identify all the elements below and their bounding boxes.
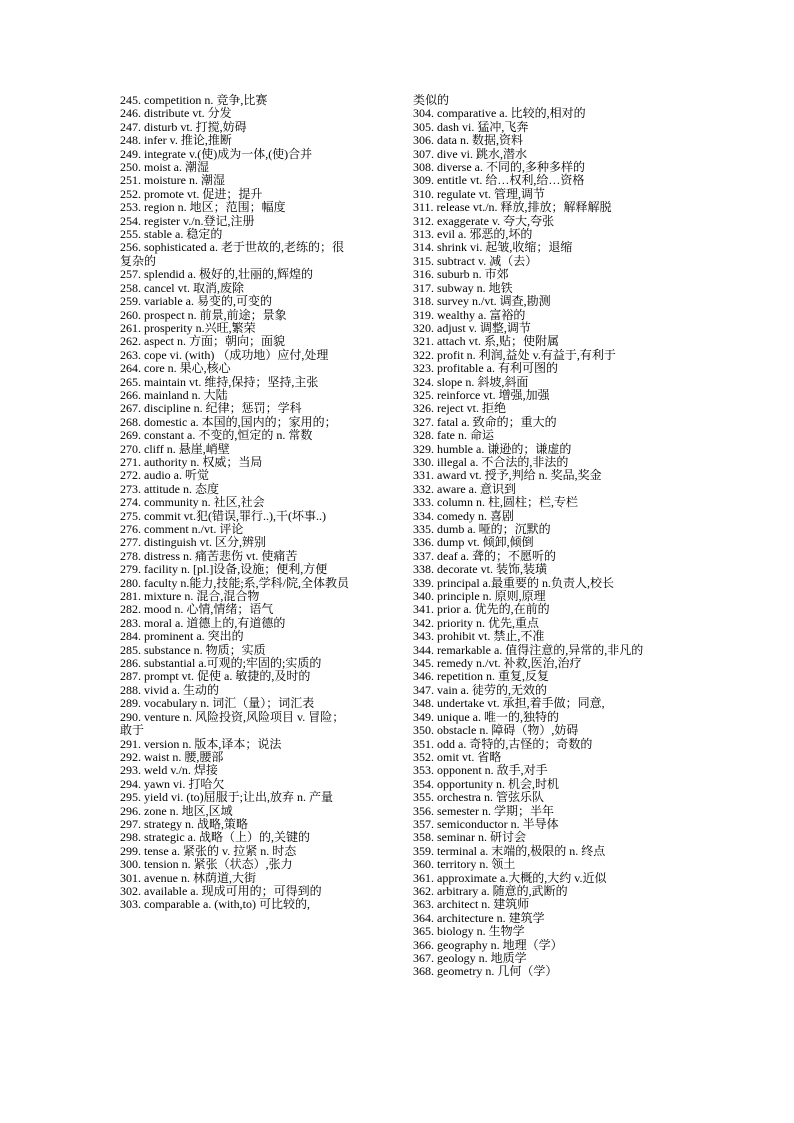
vocab-entry: 273. attitude n. 态度 — [120, 481, 219, 496]
vocab-entry: 279. facility n. [pl.]设备,设施；便利,方便 — [120, 562, 328, 577]
vocab-entry: 287. prompt vt. 促使 a. 敏捷的,及时的 — [120, 669, 311, 684]
vocab-entry: 348. undertake vt. 承担,着手做；同意, — [413, 696, 605, 711]
vocab-entry: 284. prominent a. 突出的 — [120, 629, 244, 644]
vocab-entry: 355. orchestra n. 管弦乐队 — [413, 790, 544, 805]
vocab-entry: 360. territory n. 领土 — [413, 857, 516, 872]
vocab-entry: 340. principle n. 原则,原理 — [413, 589, 546, 604]
vocab-entry: 332. aware a. 意识到 — [413, 481, 516, 496]
vocab-entry: 275. commit vt.犯(错误,罪行..),干(坏事..) — [120, 508, 326, 523]
vocab-entry: 300. tension n. 紧张（状态）,张力 — [120, 857, 293, 872]
vocab-entry: 350. obstacle n. 障碍（物）,妨碍 — [413, 723, 579, 738]
vocab-entry: 338. decorate vt. 装饰,装璜 — [413, 562, 547, 577]
vocab-entry: 317. subway n. 地铁 — [413, 280, 513, 295]
vocab-entry: 262. aspect n. 方面；朝向；面貌 — [120, 334, 285, 349]
vocab-entry: 331. award vt. 授予,判给 n. 奖品,奖金 — [413, 468, 602, 483]
vocab-entry: 326. reject vt. 拒绝 — [413, 401, 506, 416]
vocab-entry: 297. strategy n. 战略,策略 — [120, 816, 248, 831]
vocab-entry: 359. terminal a. 末端的,极限的 n. 终点 — [413, 843, 606, 858]
vocab-entry: 335. dumb a. 哑的；沉默的 — [413, 522, 551, 536]
vocab-entry: 257. splendid a. 极好的,壮丽的,辉煌的 — [120, 267, 313, 282]
vocab-entry: 263. cope vi. (with) （成功地）应付,处理 — [120, 347, 329, 362]
vocab-entry: 308. diverse a. 不同的,多种多样的 — [413, 160, 585, 175]
vocab-entry: 356. semester n. 学期；半年 — [413, 803, 554, 818]
vocab-entry: 299. tense a. 紧张的 v. 拉紧 n. 时态 — [120, 843, 297, 858]
vocab-entry: 346. repetition n. 重复,反复 — [413, 669, 549, 684]
vocab-entry: 347. vain a. 徒劳的,无效的 — [413, 682, 547, 697]
vocab-entry: 253. region n. 地区；范围；幅度 — [120, 200, 286, 215]
vocab-entry: 291. version n. 版本,译本；说法 — [120, 736, 282, 751]
vocab-entry: 295. yield vi. (to)屈服于;让出,放弃 n. 产量 — [120, 790, 333, 805]
vocab-entry: 333. column n. 柱,圆柱；栏,专栏 — [413, 495, 578, 510]
vocab-entry: 301. avenue n. 林荫道,大街 — [120, 870, 256, 885]
vocab-entry: 318. survey n./vt. 调查,勘测 — [413, 294, 551, 309]
vocab-entry: 282. mood n. 心情,情绪；语气 — [120, 602, 274, 617]
vocab-entry: 254. register v./n.登记,注册 — [120, 213, 255, 228]
vocab-entry: 324. slope n. 斜坡,斜面 — [413, 374, 529, 389]
vocab-entry: 248. infer v. 推论,推断 — [120, 133, 232, 148]
vocab-entry: 293. weld v./n. 焊接 — [120, 763, 218, 778]
vocab-entry: 277. distinguish vt. 区分,辨别 — [120, 535, 267, 550]
vocab-entry: 323. profitable a. 有利可图的 — [413, 361, 558, 376]
vocab-entry: 259. variable a. 易变的,可变的 — [120, 294, 272, 309]
vocab-entry: 309. entitle vt. 给…权利,给…资格 — [413, 173, 585, 188]
vocab-entry: 304. comparative a. 比较的,相对的 — [413, 106, 586, 121]
vocab-entry: 362. arbitrary a. 随意的,武断的 — [413, 883, 568, 898]
vocab-entry: 258. cancel vt. 取消,废除 — [120, 280, 244, 295]
vocab-entry: 343. prohibit vt. 禁止,不准 — [413, 629, 545, 644]
vocab-entry: 358. seminar n. 研讨会 — [413, 830, 526, 845]
vocab-entry: 325. reinforce vt. 增强,加强 — [413, 387, 550, 402]
left-column — [120, 94, 352, 912]
vocab-entry: 361. approximate a.大概的,大约 v.近似 — [413, 870, 607, 885]
vocab-entry: 294. yawn vi. 打哈欠 — [120, 776, 225, 791]
vocab-entry: 364. architecture n. 建筑学 — [413, 910, 545, 925]
vocab-entry: 278. distress n. 痛苦悲伤 vt. 使痛苦 — [120, 548, 298, 563]
vocab-entry: 285. substance n. 物质；实质 — [120, 642, 266, 657]
vocab-entry: 283. moral a. 道德上的,有道德的 — [120, 615, 286, 630]
vocab-entry: 322. profit n. 利润,益处 v.有益于,有利于 — [413, 347, 616, 362]
vocab-entry: 349. unique a. 唯一的,独特的 — [413, 709, 559, 724]
vocab-entry: 281. mixture n. 混合,混合物 — [120, 589, 260, 604]
vocab-entry: 344. remarkable a. 值得注意的,异常的,非凡的 — [413, 642, 644, 657]
vocab-entry: 357. semiconductor n. 半导体 — [413, 816, 559, 831]
vocab-entry: 302. available a. 现成可用的；可得到的 — [120, 883, 322, 898]
vocab-entry: 366. geography n. 地理（学） — [413, 937, 563, 952]
vocab-entry: 268. domestic a. 本国的,国内的；家用的； — [120, 414, 337, 429]
vocab-entry: 339. principal a.最重要的 n.负责人,校长 — [413, 575, 614, 590]
vocab-entry: 255. stable a. 稳定的 — [120, 227, 223, 242]
vocab-entry: 274. community n. 社区,社会 — [120, 495, 265, 510]
vocab-entry: 345. remedy n./vt. 补救,医治,治疗 — [413, 656, 582, 671]
vocab-entry: 267. discipline n. 纪律；惩罚；学科 — [120, 401, 302, 416]
vocab-entry: 330. illegal a. 不合法的,非法的 — [413, 454, 569, 469]
vocab-entry: 337. deaf a. 聋的；不愿听的 — [413, 548, 556, 563]
vocab-entry: 288. vivid a. 生动的 — [120, 682, 219, 697]
vocab-entry: 286. substantial a.可观的;牢固的;实质的 — [120, 656, 322, 671]
vocab-entry: 320. adjust v. 调整,调节 — [413, 320, 531, 335]
vocab-entry: 261. prosperity n.兴旺,繁荣 — [120, 320, 256, 335]
vocab-entry: 353. opponent n. 敌手,对手 — [413, 763, 548, 778]
vocab-entry: 305. dash vi. 猛冲,飞奔 — [413, 119, 529, 134]
vocab-entry: 246. distribute vt. 分发 — [120, 106, 232, 121]
vocab-entry: 351. odd a. 奇特的,古怪的；奇数的 — [413, 736, 593, 751]
vocab-entry: 类似的 — [413, 93, 450, 107]
vocab-entry: 272. audio a. 听觉 — [120, 468, 209, 483]
vocab-entry: 265. maintain vt. 维持,保持；坚持,主张 — [120, 374, 319, 389]
vocab-entry: 289. vocabulary n. 词汇（量）；词汇表 — [120, 696, 315, 711]
vocab-entry: 365. biology n. 生物学 — [413, 924, 525, 939]
vocab-entry: 280. faculty n.能力,技能;系,学科/院,全体教员 — [120, 575, 349, 590]
vocab-entry: 310. regulate vt. 管理,调节 — [413, 186, 545, 201]
vocab-entry: 276. comment n./vt. 评论 — [120, 522, 244, 536]
vocab-entry: 363. architect n. 建筑师 — [413, 897, 530, 912]
vocab-entry: 311. release vt./n. 释放,排放；解释解脱 — [413, 200, 612, 215]
vocab-entry: 329. humble a. 谦逊的；谦虚的 — [413, 441, 572, 456]
vocab-entry: 266. mainland n. 大陆 — [120, 387, 228, 402]
vocab-entry: 314. shrink vi. 起皱,收缩；退缩 — [413, 240, 573, 255]
vocab-entry: 247. disturb vt. 打搅,妨碍 — [120, 119, 247, 134]
vocab-entry: 270. cliff n. 悬崖,峭壁 — [120, 441, 230, 456]
vocab-entry: 256. sophisticated a. 老于世故的,老练的；很复杂的 — [120, 240, 344, 268]
vocab-entry: 315. subtract v. 减（去） — [413, 253, 538, 268]
vocab-entry: 334. comedy n. 喜剧 — [413, 508, 514, 523]
vocab-entry: 352. omit vt. 省略 — [413, 749, 502, 764]
vocab-entry: 342. priority n. 优先,重点 — [413, 615, 539, 630]
vocab-entry: 260. prospect n. 前景,前途；景象 — [120, 307, 287, 322]
vocab-entry: 251. moisture n. 潮湿 — [120, 173, 225, 188]
vocab-entry: 292. waist n. 腰,腰部 — [120, 749, 224, 764]
vocab-entry: 249. integrate v.(使)成为一体,(使)合并 — [120, 146, 313, 161]
vocab-entry: 296. zone n. 地区,区域 — [120, 803, 233, 818]
vocab-entry: 307. dive vi. 跳水,潜水 — [413, 146, 527, 161]
vocab-entry: 312. exaggerate v. 夸大,夸张 — [413, 213, 555, 228]
vocab-entry: 327. fatal a. 致命的；重大的 — [413, 414, 557, 429]
vocab-entry: 319. wealthy a. 富裕的 — [413, 307, 526, 322]
vocab-entry: 316. suburb n. 市郊 — [413, 267, 509, 282]
vocab-entry: 290. venture n. 风险投资,风险项目 v. 冒险；敢于 — [120, 709, 345, 738]
right-column — [413, 94, 675, 979]
vocab-entry: 354. opportunity n. 机会,时机 — [413, 776, 559, 791]
vocab-entry: 269. constant a. 不变的,恒定的 n. 常数 — [120, 428, 313, 443]
vocab-entry: 328. fate n. 命运 — [413, 428, 494, 443]
vocab-entry: 321. attach vt. 系,贴；使附属 — [413, 334, 559, 349]
vocab-entry: 298. strategic a. 战略（上）的,关键的 — [120, 830, 310, 845]
vocab-entry: 368. geometry n. 几何（学） — [413, 964, 558, 979]
vocab-entry: 250. moist a. 潮湿 — [120, 160, 209, 175]
vocab-entry: 303. comparable a. (with,to) 可比较的, — [120, 897, 310, 912]
vocab-entry: 245. competition n. 竞争,比赛 — [120, 93, 268, 107]
vocab-entry: 313. evil a. 邪恶的,坏的 — [413, 227, 533, 242]
vocab-entry: 336. dump vt. 倾卸,倾倒 — [413, 535, 534, 550]
vocab-entry: 271. authority n. 权威；当局 — [120, 454, 263, 469]
vocab-entry: 306. data n. 数据,资料 — [413, 133, 523, 148]
vocab-entry: 252. promote vt. 促进；提升 — [120, 186, 263, 201]
vocab-entry: 367. geology n. 地质学 — [413, 951, 527, 965]
vocab-entry: 341. prior a. 优先的,在前的 — [413, 602, 550, 617]
vocab-entry: 264. core n. 果心,核心 — [120, 361, 231, 376]
